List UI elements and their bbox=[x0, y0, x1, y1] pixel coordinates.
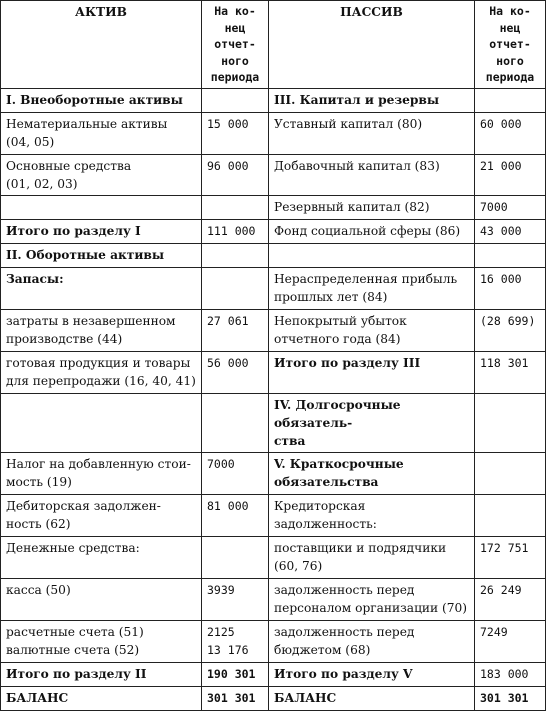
asset-value bbox=[202, 309, 269, 351]
liability-value bbox=[475, 309, 546, 351]
liability-value-text: 7000 bbox=[480, 199, 508, 214]
asset-value bbox=[202, 662, 269, 686]
liability-value bbox=[475, 351, 546, 393]
passiv-header: ПАССИВ bbox=[269, 1, 475, 89]
asset-item bbox=[1, 88, 202, 112]
liability-item-text: задолженность: bbox=[274, 516, 377, 531]
asset-value-text: 56 000 bbox=[207, 355, 249, 370]
liability-item-text: Нераспределенная прибыль bbox=[274, 271, 458, 286]
liability-item bbox=[269, 219, 475, 243]
liability-value-text: 172 751 bbox=[480, 540, 529, 555]
asset-value bbox=[202, 88, 269, 112]
asset-value bbox=[202, 393, 269, 452]
asset-item-text: ность (62) bbox=[6, 516, 71, 531]
liability-item-text: Уставный капитал (80) bbox=[274, 116, 423, 131]
liability-item-text: бюджетом (68) bbox=[274, 642, 371, 657]
asset-item-text: расчетные счета (51) bbox=[6, 624, 144, 639]
liability-value-text: (28 699) bbox=[480, 313, 536, 328]
aktiv-header: АКТИВ bbox=[1, 1, 202, 89]
liability-value bbox=[475, 536, 546, 578]
table-row bbox=[1, 452, 546, 494]
asset-value-text: 3939 bbox=[207, 582, 235, 597]
asset-value bbox=[202, 620, 269, 662]
asset-value bbox=[202, 536, 269, 578]
table-row bbox=[1, 88, 546, 112]
asset-item-text: производстве (44) bbox=[6, 331, 123, 346]
asset-value-text: 15 000 bbox=[207, 116, 249, 131]
table-row bbox=[1, 195, 546, 219]
asset-item bbox=[1, 578, 202, 620]
table-row bbox=[1, 351, 546, 393]
liability-item bbox=[269, 88, 475, 112]
liability-item-text: задолженность перед bbox=[274, 582, 415, 597]
liability-item bbox=[269, 578, 475, 620]
liability-item-text: отчетного года (84) bbox=[274, 331, 401, 346]
asset-value-text: 111 000 bbox=[207, 223, 256, 238]
table-row bbox=[1, 243, 546, 267]
asset-item bbox=[1, 620, 202, 662]
liability-item-text: (60, 76) bbox=[274, 558, 323, 573]
asset-value-text: 81 000 bbox=[207, 498, 249, 513]
asset-item-text: II. Оборотные активы bbox=[6, 247, 165, 262]
liability-item-text: V. Краткосрочные bbox=[274, 456, 404, 471]
asset-item-text: I. Внеоборотные активы bbox=[6, 92, 183, 107]
liability-item-text: обязательства bbox=[274, 474, 379, 489]
liability-item bbox=[269, 351, 475, 393]
asset-value bbox=[202, 452, 269, 494]
asset-item-text: Налог на добавленную стои- bbox=[6, 456, 191, 471]
asset-item bbox=[1, 662, 202, 686]
asset-item bbox=[1, 452, 202, 494]
asset-item bbox=[1, 686, 202, 710]
liability-item-text: прошлых лет (84) bbox=[274, 289, 388, 304]
asset-value bbox=[202, 195, 269, 219]
liability-item-text: поставщики и подрядчики bbox=[274, 540, 447, 555]
asset-item-text: Нематериальные активы bbox=[6, 116, 168, 131]
table-row bbox=[1, 154, 546, 195]
asset-item-text: Дебиторская задолжен- bbox=[6, 498, 161, 513]
asset-item bbox=[1, 393, 202, 452]
liability-item-text: IV. Долгосрочные обязатель- bbox=[274, 397, 401, 430]
asset-item-text: касса (50) bbox=[6, 582, 71, 597]
table-row bbox=[1, 393, 546, 452]
table-row bbox=[1, 686, 546, 710]
liability-item bbox=[269, 243, 475, 267]
asset-value bbox=[202, 243, 269, 267]
asset-item-text: для перепродажи (16, 40, 41) bbox=[6, 373, 196, 388]
asset-value-text: 190 301 bbox=[207, 666, 256, 681]
liability-value bbox=[475, 494, 546, 536]
asset-value-text: 7000 bbox=[207, 456, 235, 471]
liability-value-text: 118 301 bbox=[480, 355, 529, 370]
liability-value-text: 21 000 bbox=[480, 158, 522, 173]
table-row bbox=[1, 112, 546, 154]
liability-item bbox=[269, 267, 475, 309]
liability-item-text: Резервный капитал (82) bbox=[274, 199, 430, 214]
liability-item-text: Итого по разделу V bbox=[274, 666, 413, 681]
asset-value-text: 2125 bbox=[207, 624, 235, 639]
liability-value bbox=[475, 620, 546, 662]
asset-item-text: мость (19) bbox=[6, 474, 72, 489]
asset-item-text: Запасы: bbox=[6, 271, 64, 286]
table-row bbox=[1, 620, 546, 662]
liability-value bbox=[475, 578, 546, 620]
liability-value bbox=[475, 195, 546, 219]
liability-item-text: Итого по разделу III bbox=[274, 355, 421, 370]
liability-value-text: 60 000 bbox=[480, 116, 522, 131]
liability-value bbox=[475, 267, 546, 309]
asset-item-text: (01, 02, 03) bbox=[6, 176, 78, 191]
liability-item bbox=[269, 309, 475, 351]
asset-value bbox=[202, 267, 269, 309]
asset-item bbox=[1, 112, 202, 154]
liability-value-text: 26 249 bbox=[480, 582, 522, 597]
liability-item bbox=[269, 195, 475, 219]
asset-item bbox=[1, 195, 202, 219]
liability-item bbox=[269, 452, 475, 494]
table-row bbox=[1, 662, 546, 686]
table-row bbox=[1, 578, 546, 620]
header-row bbox=[1, 1, 546, 89]
asset-value bbox=[202, 112, 269, 154]
table-row bbox=[1, 309, 546, 351]
liability-value bbox=[475, 393, 546, 452]
liability-value-text: 16 000 bbox=[480, 271, 522, 286]
liability-item-text: Фонд социальной сферы (86) bbox=[274, 223, 461, 238]
liability-item-text: Кредиторская bbox=[274, 498, 366, 513]
liability-value-text: 183 000 bbox=[480, 666, 529, 681]
liability-item bbox=[269, 154, 475, 195]
liability-value-text: 301 301 bbox=[480, 690, 529, 705]
liability-item-text: Добавочный капитал (83) bbox=[274, 158, 440, 173]
liability-item bbox=[269, 112, 475, 154]
period-header-right: На ко- нец отчет- ного периода bbox=[475, 1, 546, 89]
asset-item bbox=[1, 267, 202, 309]
liability-value bbox=[475, 219, 546, 243]
asset-item bbox=[1, 309, 202, 351]
liability-item bbox=[269, 662, 475, 686]
liability-item bbox=[269, 620, 475, 662]
liability-value bbox=[475, 88, 546, 112]
liability-item bbox=[269, 686, 475, 710]
table-row bbox=[1, 494, 546, 536]
asset-item bbox=[1, 219, 202, 243]
liability-item-text: III. Капитал и резервы bbox=[274, 92, 440, 107]
asset-item-text: Денежные средства: bbox=[6, 540, 140, 555]
asset-value bbox=[202, 686, 269, 710]
asset-item-text: валютные счета (52) bbox=[6, 642, 140, 657]
liability-value bbox=[475, 243, 546, 267]
liability-item-text: ства bbox=[274, 433, 306, 448]
liability-value bbox=[475, 452, 546, 494]
liability-value bbox=[475, 686, 546, 710]
asset-item-text: готовая продукция и товары bbox=[6, 355, 191, 370]
asset-item bbox=[1, 351, 202, 393]
asset-value bbox=[202, 351, 269, 393]
liability-item-text: персоналом организации (70) bbox=[274, 600, 468, 615]
table-row bbox=[1, 536, 546, 578]
liability-item bbox=[269, 393, 475, 452]
liability-value bbox=[475, 154, 546, 195]
table-row bbox=[1, 267, 546, 309]
liability-value bbox=[475, 662, 546, 686]
liability-value-text: 7249 bbox=[480, 624, 508, 639]
asset-value bbox=[202, 494, 269, 536]
asset-value-text: 13 176 bbox=[207, 642, 249, 657]
asset-item-text: Итого по разделу I bbox=[6, 223, 141, 238]
liability-item-text: задолженность перед bbox=[274, 624, 415, 639]
period-header-left: На ко- нец отчет- ного периода bbox=[202, 1, 269, 89]
table-row bbox=[1, 219, 546, 243]
liability-item-text: Непокрытый убыток bbox=[274, 313, 407, 328]
asset-item-text: БАЛАНС bbox=[6, 690, 69, 705]
asset-item-text: Основные средства bbox=[6, 158, 132, 173]
asset-item bbox=[1, 154, 202, 195]
asset-item-text: Итого по разделу II bbox=[6, 666, 147, 681]
liability-value-text: 43 000 bbox=[480, 223, 522, 238]
asset-value-text: 27 061 bbox=[207, 313, 249, 328]
asset-value-text: 96 000 bbox=[207, 158, 249, 173]
asset-value bbox=[202, 154, 269, 195]
liability-item bbox=[269, 536, 475, 578]
asset-item-text: (04, 05) bbox=[6, 134, 55, 149]
asset-item-text: затраты в незавершенном bbox=[6, 313, 176, 328]
liability-item-text: БАЛАНС bbox=[274, 690, 337, 705]
asset-item bbox=[1, 494, 202, 536]
asset-value bbox=[202, 219, 269, 243]
asset-value-text: 301 301 bbox=[207, 690, 256, 705]
asset-item bbox=[1, 243, 202, 267]
liability-value bbox=[475, 112, 546, 154]
liability-item bbox=[269, 494, 475, 536]
asset-value bbox=[202, 578, 269, 620]
asset-item bbox=[1, 536, 202, 578]
